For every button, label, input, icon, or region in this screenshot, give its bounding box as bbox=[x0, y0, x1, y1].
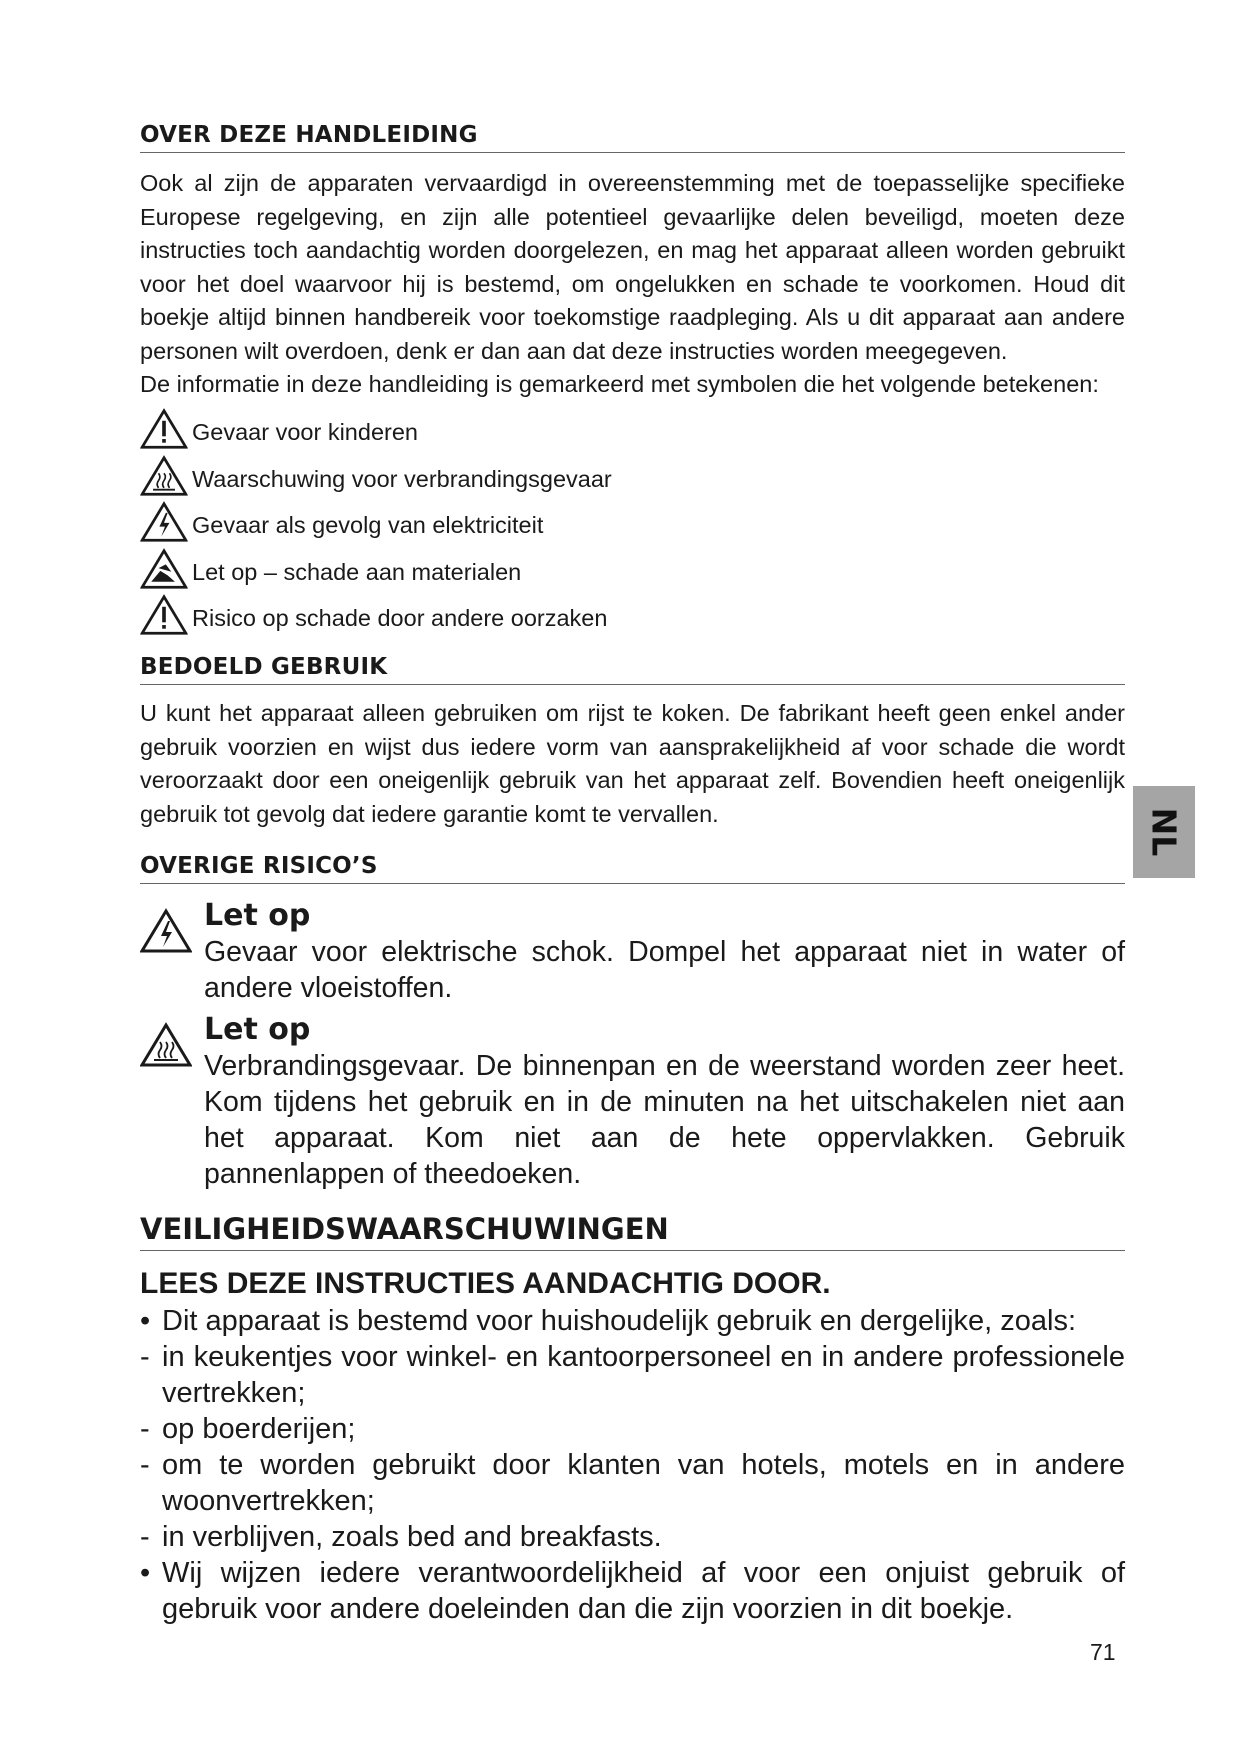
symbol-legend-item bbox=[140, 497, 1125, 544]
warning-exclamation-icon bbox=[140, 408, 188, 450]
list-item-text: in keukentjes voor winkel- en kantoorpersoneel en in andere professionele vertrekken; bbox=[162, 1341, 1125, 1409]
intended-use-paragraph: U kunt het apparaat alleen gebruiken om rijst te koken. De fabrikant heeft geen enkel ander gebruik voorzien en wijst dus iedere vorm van aansprakelijkheid af voor schade die wordt veroorzaakt door een oneigenlijk gebruik van het apparaat zelf. Bovendien heeft oneigenlijk gebruik tot gevolg dat iedere garantie komt te vervallen. bbox=[140, 700, 1125, 827]
warning-block bbox=[140, 898, 1125, 1006]
list-item bbox=[140, 1447, 1125, 1519]
warning-title: Let op bbox=[204, 898, 311, 933]
warning-body bbox=[204, 898, 1125, 1006]
language-tab-label: NL bbox=[1144, 807, 1184, 857]
about-paragraph: Ook al zijn de apparaten vervaardigd in overeenstemming met de toepasselijke specifieke Europese regelgeving, en zijn alle potentieel gevaarlijke delen beveiligd, moeten deze instructies toch aandachtig worden doorgelezen, en mag het apparaat alleen worden gebruikt voor het doel waarvoor hij is bestemd, om ongelukken en schade te voorkomen. Houd dit boekje altijd binnen handbereik voor toekomstige raadpleging. Als u dit apparaat aan andere personen wilt overdoen, denk er dan aan dat deze instructies worden meegegeven. bbox=[140, 170, 1125, 364]
list-item bbox=[140, 1303, 1125, 1339]
list-item bbox=[140, 1339, 1125, 1411]
warning-title: Let op bbox=[204, 1012, 311, 1047]
list-marker: • bbox=[140, 1305, 151, 1337]
section-title-intended-use: BEDOELD GEBRUIK bbox=[140, 654, 1125, 685]
language-tab bbox=[1133, 786, 1195, 878]
warning-exclamation-icon bbox=[140, 594, 188, 636]
page-content bbox=[140, 122, 1125, 1627]
symbol-legend-item bbox=[140, 404, 1125, 451]
hot-surface-warning-icon bbox=[140, 455, 188, 497]
symbol-label: Waarschuwing voor verbrandingsgevaar bbox=[192, 465, 612, 492]
list-item-text: Wij wijzen iedere verantwoordelijkheid af voor een onjuist gebruik of gebruik voor andere doeleinden dan die zijn voorzien in dit boekje. bbox=[162, 1557, 1125, 1625]
electric-shock-warning-icon bbox=[140, 908, 192, 954]
list-marker: • bbox=[140, 1557, 151, 1589]
symbol-label: Risico op schade door andere oorzaken bbox=[192, 605, 608, 631]
list-item-text: in verblijven, zoals bed and breakfasts. bbox=[162, 1521, 662, 1553]
symbol-legend-item bbox=[140, 590, 1125, 637]
hot-surface-warning-icon bbox=[140, 1022, 192, 1068]
section-title-safety: VEILIGHEIDSWAARSCHUWINGEN bbox=[140, 1212, 1125, 1251]
symbol-legend bbox=[140, 404, 1125, 637]
symbol-legend-item bbox=[140, 450, 1125, 497]
list-item-text: om te worden gebruikt door klanten van hotels, motels en in andere woonvertrekken; bbox=[162, 1449, 1125, 1517]
list-marker: - bbox=[140, 1449, 150, 1481]
list-item bbox=[140, 1519, 1125, 1555]
symbol-label: Let op – schade aan materialen bbox=[192, 558, 522, 585]
list-item-text: op boerderijen; bbox=[162, 1413, 356, 1445]
list-marker: - bbox=[140, 1521, 150, 1553]
warning-body bbox=[204, 1012, 1125, 1192]
symbols-intro: De informatie in deze handleiding is gemarkeerd met symbolen die het volgende betekenen: bbox=[140, 371, 1099, 397]
list-item bbox=[140, 1411, 1125, 1447]
symbol-legend-item bbox=[140, 543, 1125, 590]
material-damage-warning-icon bbox=[140, 548, 188, 590]
symbol-label: Gevaar als gevolg van elektriciteit bbox=[192, 512, 544, 538]
list-marker: - bbox=[140, 1413, 150, 1445]
electric-shock-warning-icon bbox=[140, 501, 188, 543]
warning-text: Verbrandingsgevaar. De binnenpan en de weerstand worden zeer heet. Kom tijdens het gebruik en in de minuten na het uitschakelen niet aan het apparaat. Kom niet aan de hete oppervlakken. Gebruik pannenlappen of theedoeken. bbox=[204, 1050, 1125, 1190]
safety-list bbox=[140, 1303, 1125, 1627]
list-marker: - bbox=[140, 1341, 150, 1373]
list-item-text: Dit apparaat is bestemd voor huishoudelijk gebruik en dergelijke, zoals: bbox=[162, 1305, 1077, 1337]
page-number: 71 bbox=[1090, 1639, 1116, 1665]
warning-text: Gevaar voor elektrische schok. Dompel het apparaat niet in water of andere vloeistoffen. bbox=[204, 936, 1125, 1004]
warning-block bbox=[140, 1012, 1125, 1192]
section-title-residual-risks: OVERIGE RISICO’S bbox=[140, 853, 1125, 884]
section-title-about: OVER DEZE HANDLEIDING bbox=[140, 122, 1125, 153]
list-item bbox=[140, 1555, 1125, 1627]
symbol-label: Gevaar voor kinderen bbox=[192, 419, 418, 445]
safety-subtitle: LEES DEZE INSTRUCTIES AANDACHTIG DOOR. bbox=[140, 1267, 831, 1300]
